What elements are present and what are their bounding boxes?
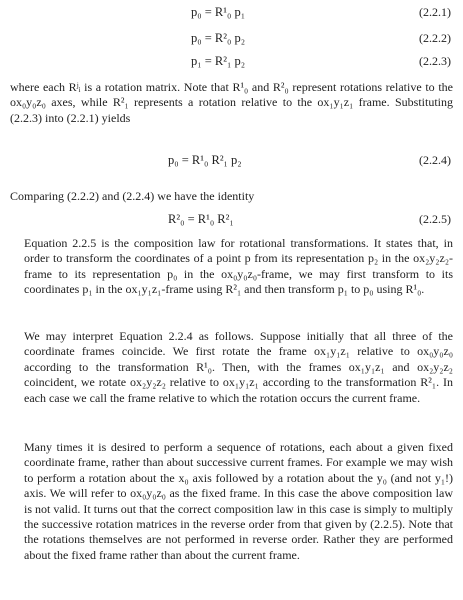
equation-number: (2.2.3) (419, 54, 451, 68)
equation-2-2-1 (0, 2, 463, 22)
equation-number: (2.2.2) (419, 31, 451, 45)
equation-2-2-5 (0, 209, 463, 229)
equation-2-2-3 (0, 51, 463, 71)
equation-math: p₀ = R²₀ p₂ (191, 31, 246, 45)
equation-number: (2.2.5) (419, 212, 451, 226)
equation-math: p₁ = R²₁ p₂ (191, 54, 246, 68)
equation-2-2-4 (0, 150, 463, 170)
equation-number: (2.2.4) (419, 153, 451, 167)
equation-number: (2.2.1) (419, 5, 451, 19)
equation-math: R²₀ = R¹₀ R²₁ (168, 212, 234, 226)
paragraph-fixed-frame: Many times it is desired to perform a sequence of rotations, each about a given fixed coordinate frame, rather than about successive current frames. For example we may wish to perform a rotation about the x₀ axis followed by a rotation about the y₀ (and not y₁!) axis. We will refer to ox₀y₀z₀ as the fixed frame. In this case the above composition law is not valid. It turns out that the correct composition law in this case is simply to multiply the successive rotation matrices in the reverse order from that given by (2.2.5). Note that the rotations themselves are not performed in reverse order. Rather they are performed about the fixed frame rather than about the current frame. (24, 440, 453, 562)
paragraph-comparing: Comparing (2.2.2) and (2.2.4) we have the identity (10, 189, 255, 203)
equation-math: p₀ = R¹₀ p₁ (191, 5, 246, 19)
paragraph-composition-law: Equation 2.2.5 is the composition law for rotational transformations. It states that, in order to transform the coordinates of a point p from its representation p₂ in the ox₂y₂z₂-frame to its representation p₀ in the ox₀y₀z₀-frame, we may first transform to its coordinates p₁ in the ox₁y₁z₁-frame using R²₁ and then transform p₁ to p₀ using R¹₀. (24, 236, 453, 297)
paragraph-rotation-matrices: where each Rʲᵢ is a rotation matrix. Note that R¹₀ and R²₀ represent rotations relative to the ox₀y₀z₀ axes, while R²₁ represents a rotation relative to the ox₁y₁z₁ frame. Substituting (2.2.3) into (2.2.1) yields (10, 80, 453, 125)
equation-2-2-2 (0, 28, 463, 48)
paragraph-current-frame: We may interpret Equation 2.2.4 as follows. Suppose initially that all three of the coordinate frames coincide. We first rotate the frame ox₁y₁z₁ relative to ox₀y₀z₀ according to the transformation R¹₀. Then, with the frames ox₁y₁z₁ and ox₂y₂z₂ coincident, we rotate ox₂y₂z₂ relative to ox₁y₁z₁ according to the transformation R²₁. In each case we call the frame relative to which the rotation occurs the current frame. (24, 329, 453, 405)
equation-math: p₀ = R¹₀ R²₁ p₂ (168, 153, 242, 167)
